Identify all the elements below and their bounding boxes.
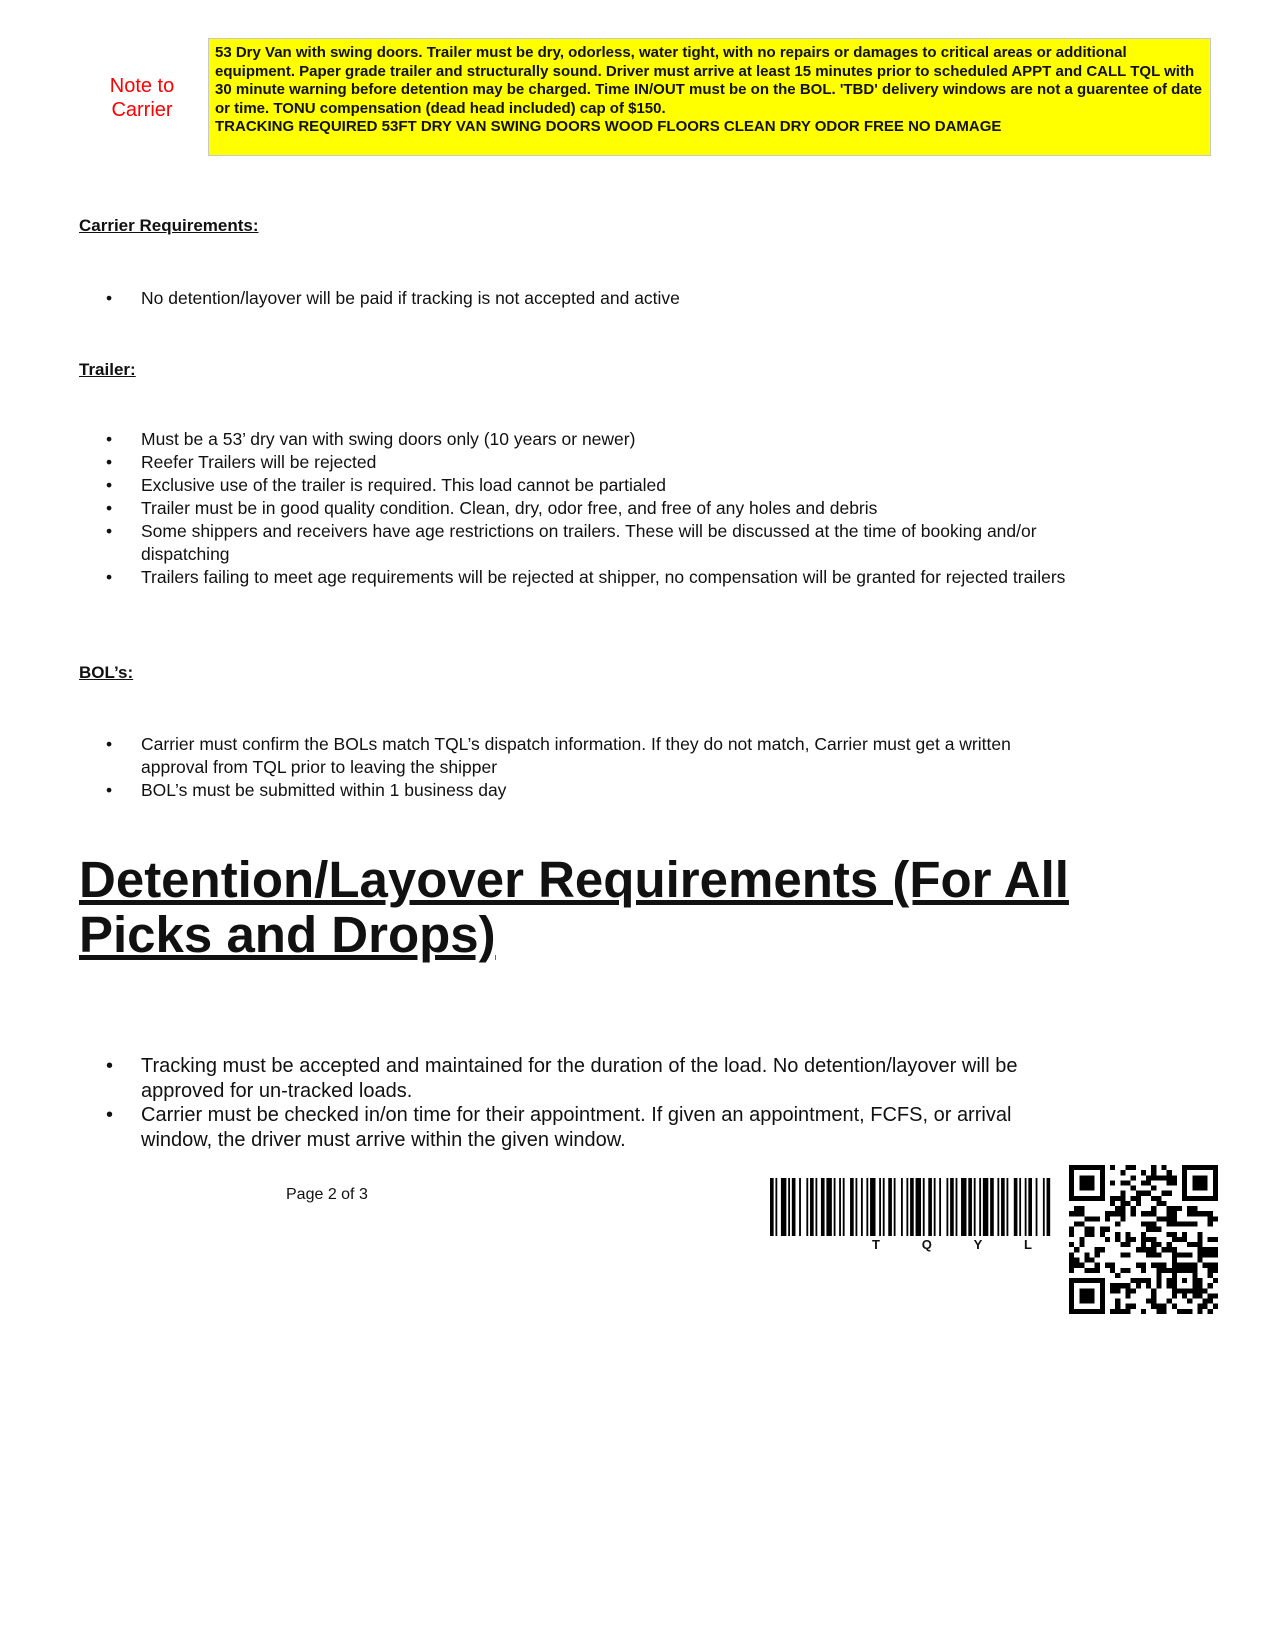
list-item: • Reefer Trailers will be rejected [106, 452, 377, 472]
bullet: • [106, 452, 113, 472]
barcode-letter: L [1024, 1237, 1032, 1252]
qr-code-image [1069, 1165, 1218, 1314]
carrier-requirements-list [0, 287, 1100, 310]
note-to-carrier-box [208, 38, 1211, 156]
list-item: • Carrier must be checked in/on time for their appointment. If given an appointment, FCFS, or arrival window, the driver must arrive within the given window. [106, 1104, 1012, 1151]
trailer-heading: Trailer: [79, 360, 136, 379]
barcode-letter: T [872, 1237, 880, 1252]
bols-heading: BOL’s: [79, 663, 134, 682]
bullet: • [106, 475, 113, 495]
list-item: • Trailer must be in good quality condition. Clean, dry, odor free, and free of any holes and debris [106, 498, 878, 518]
note-text: 53 Dry Van with swing doors. Trailer must be dry, odorless, water tight, with no repairs or damages to critical areas or additional equipment. Paper grade trailer and structurally sound. Driver must arrive at least 15 minutes prior to scheduled APPT and CALL TQL with 30 minute warning before detention may be charged. Time IN/OUT must be on the BOL. 'TBD' delivery windows are not a guarentee of date or time. TONU compensation (dead head included) cap of $150. [215, 44, 1203, 117]
list-item: • Carrier must confirm the BOLs match TQL’s dispatch information. If they do not match, Carrier must get a written approval from TQL prior to leaving the shipper [106, 734, 1011, 777]
list-item: • Tracking must be accepted and maintained for the duration of the load. No detention/layover will be approved for un-tracked loads. [106, 1055, 1018, 1102]
barcode-letter: Q [921, 1237, 932, 1252]
bullet: • [106, 1104, 114, 1126]
detention-title: Detention/Layover Requirements (For All Picks and Drops) [79, 851, 1069, 963]
bullet: • [106, 780, 113, 800]
note-tracking-text: TRACKING REQUIRED 53FT DRY VAN SWING DOORS WOOD FLOORS CLEAN DRY ODOR FREE NO DAMAGE [215, 118, 1002, 135]
bullet: • [106, 498, 113, 518]
bullet: • [106, 734, 113, 754]
barcode-caption [872, 1237, 1032, 1252]
bullet: • [106, 521, 113, 541]
bols-list [0, 733, 1100, 802]
carrier-requirements-heading: Carrier Requirements: [79, 216, 259, 235]
trailer-list [0, 428, 1100, 589]
list-item: • Trailers failing to meet age requirements will be rejected at shipper, no compensation will be granted for rejected trailers [106, 567, 1066, 587]
barcode-letter: Y [973, 1237, 983, 1252]
list-item: • Must be a 53’ dry van with swing doors only (10 years or newer) [106, 429, 636, 449]
list-item: • Some shippers and receivers have age restrictions on trailers. These will be discussed at the time of booking and/or dispatching [106, 521, 1037, 564]
note-to-carrier-label: Note to Carrier [109, 75, 175, 121]
page-number: Page 2 of 3 [286, 1186, 368, 1203]
bullet: • [106, 288, 113, 308]
bullet: • [106, 429, 113, 449]
list-item: • BOL’s must be submitted within 1 business day [106, 780, 507, 800]
list-item: • No detention/layover will be paid if tracking is not accepted and active [106, 288, 680, 308]
barcode-image [770, 1178, 1052, 1236]
bullet: • [106, 1055, 114, 1077]
bullet: • [106, 567, 113, 587]
detention-list [0, 1054, 1100, 1152]
list-item: • Exclusive use of the trailer is required. This load cannot be partialed [106, 475, 666, 495]
